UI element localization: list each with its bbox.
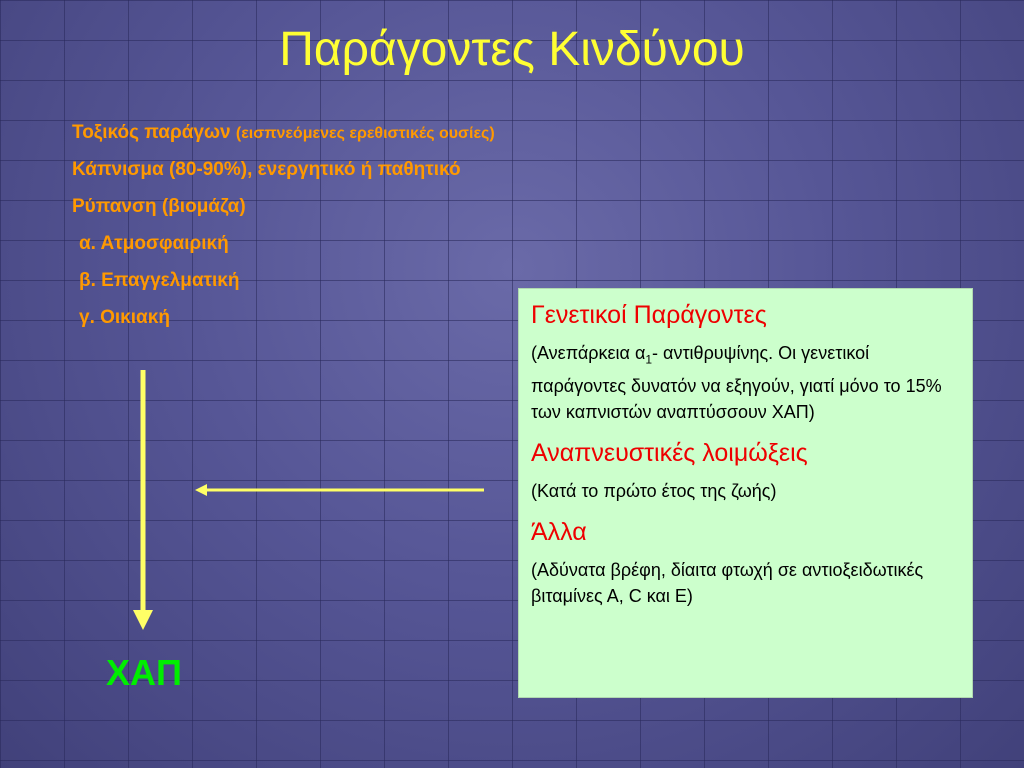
genetic-text-sub: 1	[645, 352, 653, 367]
factor-pollution-domestic: γ. Οικιακή	[79, 307, 170, 328]
slide-title: Παράγοντες Κινδύνου	[279, 23, 745, 76]
left-arrow	[195, 484, 484, 496]
factor-pollution-occupational: β. Επαγγελματική	[79, 270, 240, 291]
factor-toxic-label: Τοξικός παράγων	[72, 122, 231, 143]
infections-heading: Αναπνευστικές λοιμώξεις	[531, 438, 808, 467]
infections-text: (Κατά το πρώτο έτος της ζωής)	[531, 480, 777, 501]
genetic-heading: Γενετικοί Παράγοντες	[531, 301, 767, 329]
outcome-label: ΧΑΠ	[106, 652, 183, 693]
factor-pollution-atmospheric: α. Ατμοσφαιρική	[79, 233, 229, 254]
factor-smoking: Κάπνισμα (80-90%), ενεργητικό ή παθητικό	[72, 159, 461, 180]
genetic-text-pre: (Ανεπάρκεια α	[531, 343, 646, 363]
down-arrow	[133, 370, 153, 630]
genetic-text-post: - αντιθρυψίνης. Οι γενετικοί παράγοντες δυνατόν να εξηγούν, γιατί μόνο το 15% των καπνιστών αναπτύσσουν ΧΑΠ)	[531, 343, 942, 422]
genetic-text	[531, 340, 960, 425]
factor-pollution: Ρύπανση (βιομάζα)	[72, 196, 246, 217]
other-heading: Άλλα	[531, 517, 587, 546]
other-factors-box	[519, 289, 972, 697]
other-text: (Αδύνατα βρέφη, δίαιτα φτωχή σε αντιοξειδωτικές βιταμίνες Α, C και Ε)	[531, 559, 924, 606]
factor-toxic-note: (εισπνεόμενες ερεθιστικές ουσίες)	[235, 125, 495, 142]
